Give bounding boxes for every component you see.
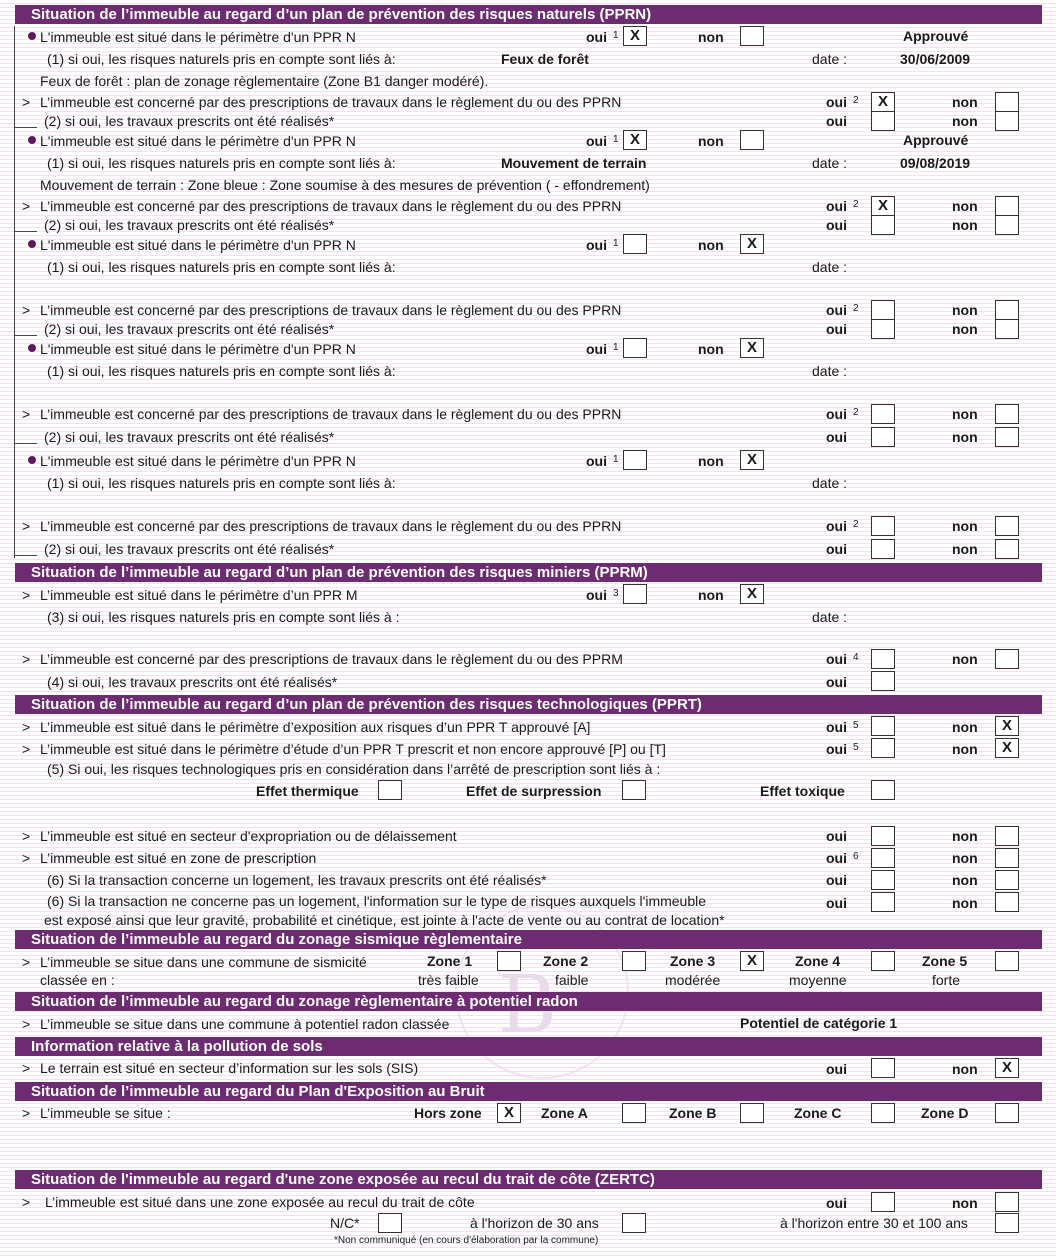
pprn-sub2: (2) si oui, les travaux prescrits ont été réalisés* [44,321,335,337]
pprn-presc-label: L’immeuble est concerné par des prescriptions de travaux dans le règlement du ou des PPRN [40,406,622,422]
pprn-sub2: (2) si oui, les travaux prescrits ont été réalisés* [44,429,335,445]
footnote-ref: 4 [853,652,859,663]
zertc-footnote: *Non communiqué (en cours d'élaboration par la commune) [334,1235,599,1246]
peb-zone-checkbox[interactable] [871,1103,895,1123]
expro-oui-checkbox[interactable] [871,826,895,846]
arrow: > [22,302,31,318]
sismique-zone-label: Zone 3 [670,953,716,969]
non-label: non [952,429,978,445]
zone-presc-oui-checkbox[interactable] [871,848,895,868]
footnote-ref: 3 [613,588,619,599]
oui-label: oui [826,719,847,735]
pprm-presc-non-checkbox[interactable] [995,649,1019,669]
non-label: non [952,198,978,214]
pprn-perimeter-non-checkbox[interactable]: X [740,450,764,470]
pprn-presc-label: L’immeuble est concerné par des prescriptions de travaux dans le règlement du ou des PPRN [40,198,622,214]
bullet-icon [28,240,36,248]
footnote-ref: 2 [853,95,859,106]
sismique-zone-checkbox[interactable] [622,951,646,971]
pprn-done-non-checkbox[interactable] [995,319,1019,339]
block-bracket [14,130,15,234]
oui-label: oui [826,217,847,233]
sismique-zone-label: Zone 1 [427,953,473,969]
non-label: non [952,406,978,422]
pprm-presc-oui-checkbox[interactable] [871,649,895,669]
peb-zone-checkbox[interactable] [740,1103,764,1123]
arrow: > [22,828,31,844]
pprn-status: Approuvé [903,132,969,148]
pprm-sub3: (3) si oui, les risques naturels pris en compte sont liés à : [47,609,400,625]
section-title-peb: Situation de l’immeuble au regard du Plan d'Exposition au Bruit [15,1082,1042,1101]
block-bracket [14,26,15,130]
section-title-pprn: Situation de l’immeuble au regard d’un plan de prévention des risques naturels (PPRN) [15,5,1042,24]
pprm-sub4: (4) si oui, les travaux prescrits ont été réalisés* [47,674,338,690]
sismique-zone-checkbox[interactable] [871,951,895,971]
bullet-icon [28,344,36,352]
peb-zone-checkbox[interactable]: X [497,1103,521,1123]
effet-toxique-checkbox[interactable] [871,780,895,800]
non-label: non [952,541,978,557]
oui-label: oui [826,541,847,557]
block-bracket [14,450,15,558]
radon-line: L’immeuble se situe dans une commune à potentiel radon classée [40,1016,450,1032]
arrow: > [22,651,31,667]
pprn-date-label: date : [812,51,848,67]
footnote-ref: 1 [613,342,619,353]
non-label: non [952,850,978,866]
pprt-line2: L’immeuble est situé dans le périmètre d’étude d’un PPR T prescrit et non encore approuvé [P] ou [T] [40,741,666,757]
pprn-presc-oui-checkbox[interactable]: X [871,196,895,216]
oui-label: oui [826,321,847,337]
oui-label: oui [826,1061,847,1077]
oui-label: oui [586,341,607,357]
pprt-sub6b-line1: (6) Si la transaction ne concerne pas un logement, l'information sur le type de risques auxquels l'immeuble [47,893,707,909]
oui-label: oui [826,302,847,318]
pprn-presc-non-checkbox[interactable] [995,516,1019,536]
sismique-zone-sub: faible [555,972,589,988]
pprn-perimeter-oui-checkbox[interactable] [623,234,647,254]
effet-thermique-label: Effet thermique [256,783,359,799]
pprm-perimeter-non-checkbox[interactable]: X [740,584,764,604]
pprn-date-label: date : [812,155,848,171]
footnote-ref: 2 [853,519,859,530]
pprm-presc-label: L’immeuble est concerné par des prescriptions de travaux dans le règlement du ou des PPRM [40,651,623,667]
pprn-perimeter-label: L'immeuble est situé dans le périmètre d'un PPR N [40,341,356,357]
pprn-perimeter-non-checkbox[interactable] [740,130,764,150]
arrow: > [22,1194,31,1210]
non-label: non [952,1061,978,1077]
pprn-perimeter-label: L'immeuble est situé dans le périmètre d'un PPR N [40,237,356,253]
pprn-done-oui-checkbox[interactable] [871,215,895,235]
pprn-perimeter-non-checkbox[interactable]: X [740,234,764,254]
arrow: > [22,587,31,603]
non-label: non [698,133,724,149]
pprn-presc-non-checkbox[interactable] [995,300,1019,320]
non-label: non [698,341,724,357]
zertc-line: L’immeuble est situé dans une zone exposée au recul du trait de côte [45,1194,475,1210]
footnote-ref: 5 [853,742,859,753]
radon-value: Potentiel de catégorie 1 [740,1015,898,1031]
peb-zone-label: Zone B [669,1105,717,1121]
sismique-zone-sub: modérée [665,972,721,988]
effet-surpression-label: Effet de surpression [466,783,602,799]
pprn-done-non-checkbox[interactable] [995,111,1019,131]
pprt-line1-oui-checkbox[interactable] [871,716,895,736]
pprn-perimeter-label: L'immeuble est situé dans le périmètre d'un PPR N [40,453,356,469]
arrow: > [22,954,31,970]
section-title-sismique: Situation de l’immeuble au regard du zonage sismique règlementaire [15,930,1042,949]
zertc-30-checkbox[interactable] [622,1213,646,1233]
pprn-sub2: (2) si oui, les travaux prescrits ont été réalisés* [44,217,335,233]
non-label: non [698,29,724,45]
arrow: > [22,1016,31,1032]
sismique-zone-checkbox[interactable] [497,951,521,971]
sub-underline [15,127,37,128]
peb-zone-checkbox[interactable] [995,1103,1019,1123]
pprt-line1: L’immeuble est situé dans le périmètre d’exposition aux risques d’un PPR T approuvé [A] [40,719,591,735]
section-title-pprt: Situation de l’immeuble au regard d’un plan de prévention des risques technologiques (PPRT) [15,695,1042,714]
arrow: > [22,94,31,110]
oui-label: oui [826,895,847,911]
oui-label: oui [826,850,847,866]
non-label: non [698,237,724,253]
sismique-line1: L’immeuble se situe dans une commune de sismicité [40,954,367,970]
pprn-perimeter-label: L'immeuble est situé dans le périmètre d'un PPR N [40,133,356,149]
footnote-ref: 1 [613,30,619,41]
pprt-line2-oui-checkbox[interactable] [871,738,895,758]
footnote-ref: 1 [613,238,619,249]
peb-zone-label: Zone A [541,1105,588,1121]
sub6a-oui-checkbox[interactable] [871,870,895,890]
sub-underline [15,231,37,232]
zone-presc-non-checkbox[interactable] [995,848,1019,868]
pprn-sub1: (1) si oui, les risques naturels pris en compte sont liés à: [47,363,396,379]
oui-label: oui [586,133,607,149]
pprt-sub5: (5) Si oui, les risques technologiques pris en considération dans l’arrêté de prescription sont liés à : [47,761,661,777]
sols-oui-checkbox[interactable] [871,1058,895,1078]
pprn-presc-oui-checkbox[interactable] [871,404,895,424]
pprn-presc-oui-checkbox[interactable]: X [871,92,895,112]
pprn-date-label: date : [812,363,848,379]
section-title-radon: Situation de l’immeuble au regard du zonage règlementaire à potentiel radon [15,992,1042,1011]
pprn-presc-label: L’immeuble est concerné par des prescriptions de travaux dans le règlement du ou des PPRN [40,518,622,534]
pprn-sub1: (1) si oui, les risques naturels pris en compte sont liés à: [47,259,396,275]
pprn-sub1: (1) si oui, les risques naturels pris en compte sont liés à: [47,155,396,171]
bullet-icon [28,136,36,144]
sismique-zone-checkbox[interactable]: X [740,951,764,971]
oui-label: oui [826,198,847,214]
pprn-perimeter-non-checkbox[interactable] [740,26,764,46]
non-label: non [952,828,978,844]
pprn-risk: Mouvement de terrain [501,155,647,171]
pprn-presc-non-checkbox[interactable] [995,404,1019,424]
pprt-zone-presc: L’immeuble est situé en zone de prescription [40,850,317,866]
non-label: non [952,872,978,888]
pprm-perimeter-label: L’immeuble est situé dans le périmètre d’un PPR M [40,587,358,603]
footnote-ref: 2 [853,199,859,210]
footnote-ref: 2 [853,303,859,314]
oui-label: oui [826,741,847,757]
oui-label: oui [826,674,847,690]
sismique-zone-sub: très faible [418,972,479,988]
peb-zone-label: Hors zone [414,1105,482,1121]
pprn-done-non-checkbox[interactable] [995,215,1019,235]
non-label: non [952,302,978,318]
oui-label: oui [586,453,607,469]
expro-non-checkbox[interactable] [995,826,1019,846]
peb-zone-label: Zone C [794,1105,842,1121]
oui-label: oui [586,237,607,253]
non-label: non [952,719,978,735]
pprn-done-oui-checkbox[interactable] [871,539,895,559]
section-title-pprm: Situation de l’immeuble au regard d’un plan de prévention des risques miniers (PPRM) [15,563,1042,582]
pprt-line2-non-checkbox[interactable]: X [995,738,1019,758]
sismique-zone-label: Zone 2 [543,953,589,969]
pprn-date: 30/06/2009 [900,51,971,67]
oui-label: oui [826,1195,847,1211]
oui-label: oui [826,651,847,667]
pprn-presc-non-checkbox[interactable] [995,92,1019,112]
sismique-zone-sub: forte [932,972,961,988]
pprn-done-oui-checkbox[interactable] [871,427,895,447]
non-label: non [952,651,978,667]
sub6b-non-checkbox[interactable] [995,892,1019,912]
non-label: non [952,1195,978,1211]
pprn-sub1: (1) si oui, les risques naturels pris en compte sont liés à: [47,475,396,491]
sub-underline [15,335,37,336]
arrow: > [22,1060,31,1076]
footnote-ref: 2 [853,407,859,418]
oui-label: oui [826,113,847,129]
oui-label: oui [826,828,847,844]
oui-label: oui [826,429,847,445]
pprm-done-oui-checkbox[interactable] [871,671,895,691]
footnote-ref: 6 [853,851,859,862]
bullet-icon [28,456,36,464]
sub-underline [15,443,37,444]
pprt-line1-non-checkbox[interactable]: X [995,716,1019,736]
pprn-sub1: (1) si oui, les risques naturels pris en compte sont liés à: [47,51,396,67]
non-label: non [952,113,978,129]
pprn-perimeter-oui-checkbox[interactable] [623,338,647,358]
oui-label: oui [826,872,847,888]
pprn-date-label: date : [812,475,848,491]
pprn-done-oui-checkbox[interactable] [871,319,895,339]
sub6b-oui-checkbox[interactable] [871,892,895,912]
oui-label: oui [586,29,607,45]
arrow: > [22,741,31,757]
sismique-zone-label: Zone 5 [922,953,968,969]
oui-label: oui [826,518,847,534]
pprt-sub6b-line2: est exposé ainsi que leur gravité, probabilité et cinétique, est jointe à l'acte de vente ou au contrat de location* [44,912,725,928]
block-bracket [14,338,15,450]
block-bracket [14,234,15,338]
zertc-non-checkbox[interactable] [995,1192,1019,1212]
pprn-desc: Feux de forêt : plan de zonage règlementaire (Zone B1 danger modéré). [40,73,489,89]
footnote-ref: 1 [613,454,619,465]
pprn-presc-label: L’immeuble est concerné par des prescriptions de travaux dans le règlement du ou des PPRN [40,94,622,110]
pprn-done-oui-checkbox[interactable] [871,111,895,131]
effet-toxique-label: Effet toxique [760,783,845,799]
footnote-ref: 1 [613,134,619,145]
pprn-date-label: date : [812,259,848,275]
arrow: > [22,850,31,866]
section-title-zertc: Situation de l'immeuble au regard d'une zone exposée au recul du trait de côte (ZERTC) [15,1170,1042,1189]
pprn-perimeter-oui-checkbox[interactable]: X [623,130,647,150]
non-label: non [952,895,978,911]
sub6a-non-checkbox[interactable] [995,870,1019,890]
effet-surpression-checkbox[interactable] [622,780,646,800]
pprn-date: 09/08/2019 [900,155,971,171]
non-label: non [952,217,978,233]
sols-line: Le terrain est situé en secteur d’information sur les sols (SIS) [40,1060,419,1076]
arrow: > [22,518,31,534]
pprn-presc-oui-checkbox[interactable] [871,516,895,536]
zertc-100-checkbox[interactable] [995,1213,1019,1233]
pprn-perimeter-label: L'immeuble est situé dans le périmètre d'un PPR N [40,29,356,45]
pprn-desc: Mouvement de terrain : Zone bleue : Zone soumise à des mesures de prévention ( - effondrement) [40,177,650,193]
non-label: non [698,453,724,469]
sismique-zone-label: Zone 4 [795,953,841,969]
pprn-perimeter-non-checkbox[interactable]: X [740,338,764,358]
bullet-icon [28,32,36,40]
pprt-expro: L’immeuble est situé en secteur d'expropriation ou de délaissement [40,828,457,844]
sismique-zone-checkbox[interactable] [995,951,1019,971]
non-label: non [952,518,978,534]
pprn-done-non-checkbox[interactable] [995,427,1019,447]
pprn-presc-oui-checkbox[interactable] [871,300,895,320]
zertc-nc-label: N/C* [330,1215,360,1231]
oui-label: oui [826,406,847,422]
arrow: > [22,719,31,735]
non-label: non [952,321,978,337]
pprn-sub2: (2) si oui, les travaux prescrits ont été réalisés* [44,541,335,557]
pprm-perimeter-oui-checkbox[interactable] [623,584,647,604]
pprm-date-label: date : [812,609,848,625]
oui-label: oui [826,94,847,110]
pprn-perimeter-oui-checkbox[interactable]: X [623,26,647,46]
peb-line: L’immeuble se situe : [40,1105,171,1121]
arrow: > [22,1105,31,1121]
effet-thermique-checkbox[interactable] [378,780,402,800]
sub-underline [15,555,37,556]
pprn-sub2: (2) si oui, les travaux prescrits ont été réalisés* [44,113,335,129]
peb-zone-label: Zone D [921,1105,969,1121]
sismique-zone-sub: moyenne [789,972,847,988]
pprn-risk: Feux de forêt [501,51,589,67]
pprn-presc-non-checkbox[interactable] [995,196,1019,216]
pprn-done-non-checkbox[interactable] [995,539,1019,559]
zertc-nc-checkbox[interactable] [378,1213,402,1233]
peb-zone-checkbox[interactable] [622,1103,646,1123]
non-label: non [952,94,978,110]
non-label: non [952,741,978,757]
sismique-line2: classée en : [40,972,115,988]
arrow: > [22,406,31,422]
oui-label: oui [586,587,607,603]
non-label: non [698,587,724,603]
arrow: > [22,198,31,214]
pprn-perimeter-oui-checkbox[interactable] [623,450,647,470]
pprt-sub6a: (6) Si la transaction concerne un logement, les travaux prescrits ont été réalisés* [47,872,547,888]
section-title-sols: Information relative à la pollution de sols [15,1037,1042,1056]
pprn-presc-label: L’immeuble est concerné par des prescriptions de travaux dans le règlement du ou des PPRN [40,302,622,318]
zertc-oui-checkbox[interactable] [871,1192,895,1212]
zertc-100-label: à l'horizon entre 30 et 100 ans [780,1215,968,1231]
pprn-status: Approuvé [903,28,969,44]
footnote-ref: 5 [853,720,859,731]
zertc-30-label: à l'horizon de 30 ans [470,1215,599,1231]
sols-non-checkbox[interactable]: X [995,1058,1019,1078]
